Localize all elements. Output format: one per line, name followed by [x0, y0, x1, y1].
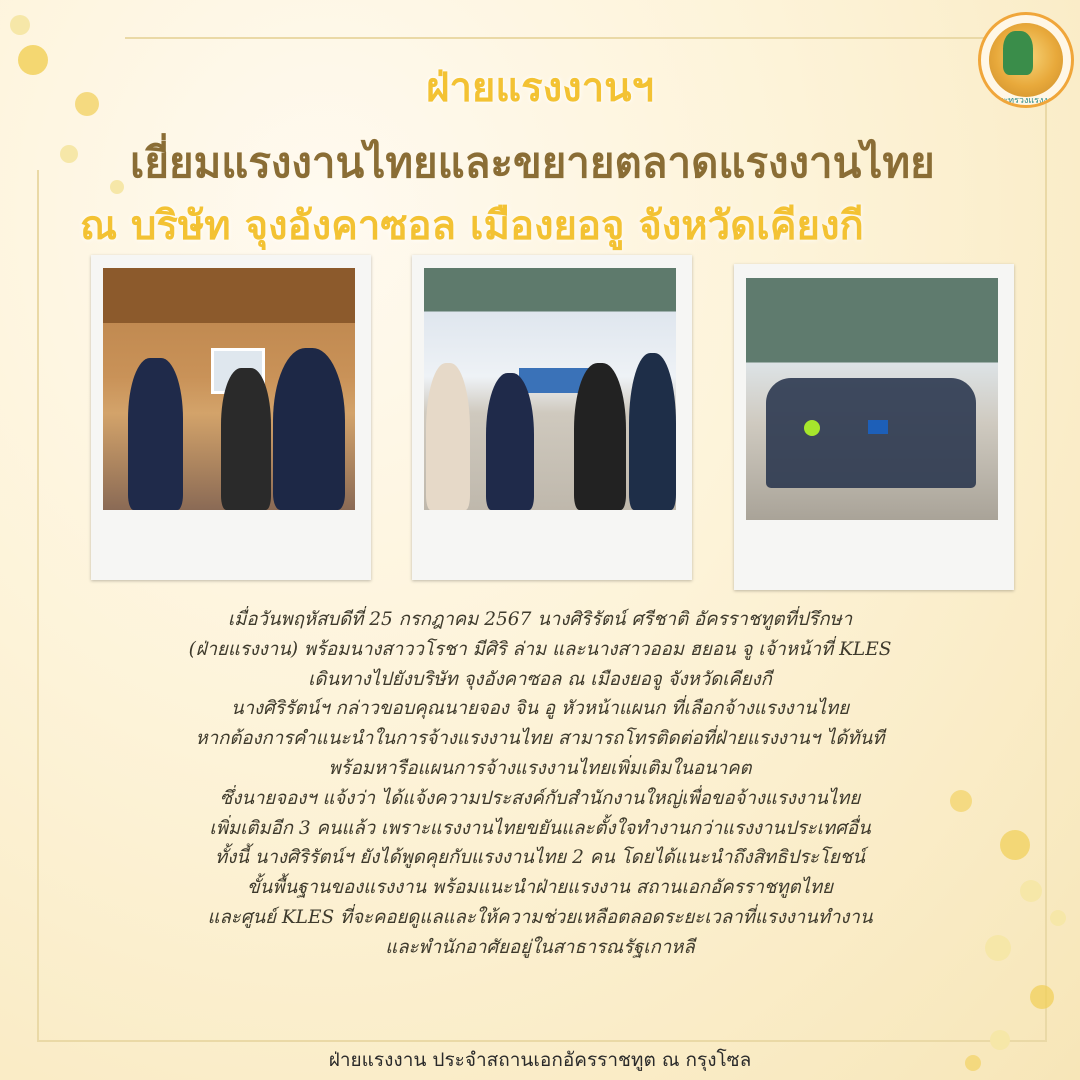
body-line: พร้อมหารือแผนการจ้างแรงงานไทยเพิ่มเติมในอนาคต: [328, 757, 752, 779]
heading-location: ณ บริษัท จุงอังคาซอล เมืองยอจู จังหวัดเคียงกี: [80, 202, 864, 249]
body-line: เพิ่มเติมอีก 3 คนแล้ว เพราะแรงงานไทยขยันและตั้งใจทำงานกว่าแรงงานประเทศอื่น: [209, 817, 871, 839]
photo-frame-3: [734, 264, 1014, 590]
photo-group: [746, 278, 998, 520]
photo-frame-2: [412, 255, 692, 580]
frame-line-left: [37, 170, 39, 1040]
photo-outdoor-conversation: [424, 268, 676, 510]
body-line: ขั้นพื้นฐานของแรงงาน พร้อมแนะนำฝ่ายแรงงาน สถานเอกอัครราชทูตไทย: [247, 877, 833, 899]
footer-credit: ฝ่ายแรงงาน ประจำสถานเอกอัครราชทูต ณ กรุงโซล: [328, 1049, 752, 1071]
frame-line-bottom: [37, 1040, 1047, 1042]
heading-department: ฝ่ายแรงงานฯ: [426, 64, 654, 111]
body-line: (ฝ่ายแรงงาน) พร้อมนางสาววโรชา มีศิริ ล่าม และนางสาวออม ฮยอน จู เจ้าหน้าที่ KLES: [188, 638, 892, 660]
frame-line-top: [125, 37, 995, 39]
body-line: เดินทางไปยังบริษัท จุงอังคาซอล ณ เมืองยอจู จังหวัดเคียงกี: [308, 668, 772, 690]
body-line: เมื่อวันพฤหัสบดีที่ 25 กรกฎาคม 2567 นางศิริรัตน์ ศรีชาติ อัครราชทูตที่ปรึกษา: [227, 609, 853, 630]
body-text: [60, 605, 1020, 963]
heading-title: เยี่ยมแรงงานไทยและขยายตลาดแรงงานไทย: [130, 138, 935, 187]
body-line: และพำนักอาศัยอยู่ในสาธารณรัฐเกาหลี: [385, 936, 695, 958]
body-line: ทั้งนี้ นางศิริรัตน์ฯ ยังได้พูดคุยกับแรงงานไทย 2 คน โดยได้แนะนำถึงสิทธิประโยชน์: [215, 847, 865, 869]
photo-frame-1: [91, 255, 371, 580]
logo-text: กระทรวงแรงงาน: [993, 96, 1059, 106]
photo-office-meeting: [103, 268, 355, 510]
frame-line-right: [1045, 100, 1047, 1040]
body-line: ซึ่งนายจองฯ แจ้งว่า ได้แจ้งความประสงค์กับสำนักงานใหญ่เพื่อขอจ้างแรงงานไทย: [219, 787, 861, 809]
body-line: และศูนย์ KLES ที่จะคอยดูแลและให้ความช่วยเหลือตลอดระยะเวลาที่แรงงานทำงาน: [207, 906, 873, 928]
body-line: นางศิริรัตน์ฯ กล่าวขอบคุณนายจอง จิน อู หัวหน้าแผนก ที่เลือกจ้างแรงงานไทย: [230, 698, 850, 720]
body-line: หากต้องการคำแนะนำในการจ้างแรงงานไทย สามารถโทรติดต่อที่ฝ่ายแรงงานฯ ได้ทันที: [195, 728, 885, 750]
